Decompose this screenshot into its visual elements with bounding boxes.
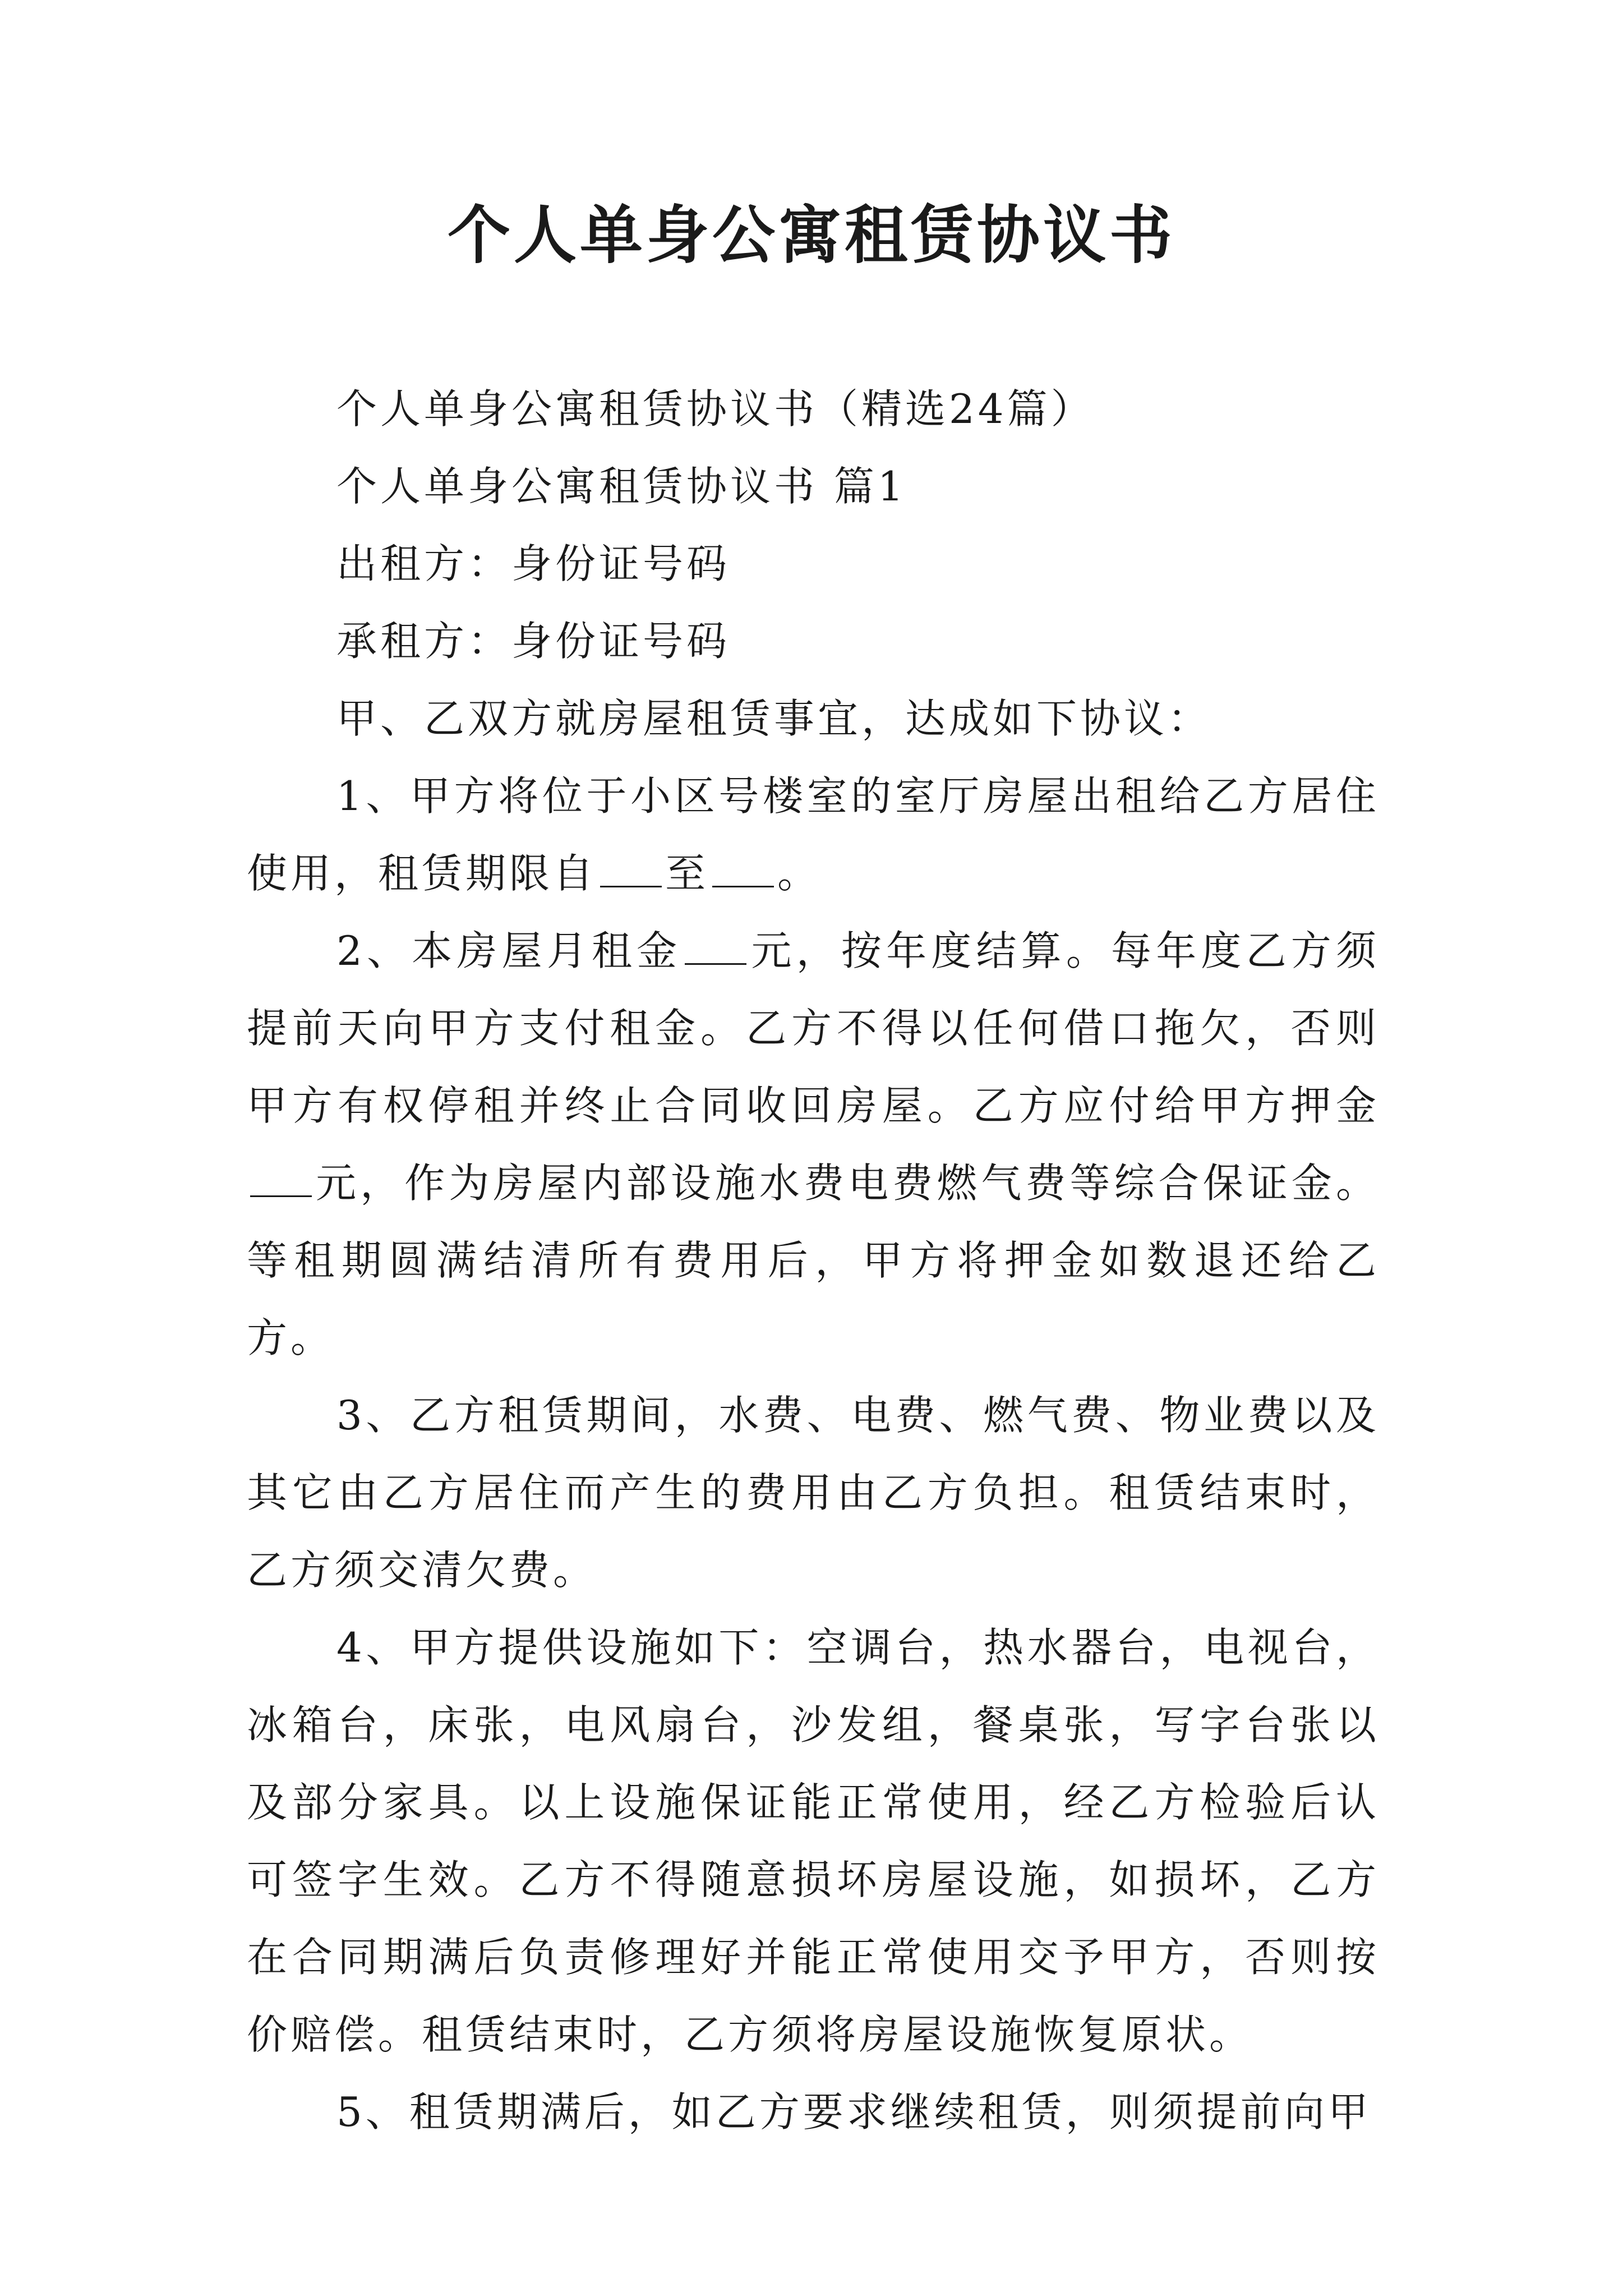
blank-field	[712, 852, 774, 887]
clause-1-text-a: 1、甲方将位于小区号楼室的室厅房屋出租给乙方居住使用，租赁期限自	[247, 772, 1380, 897]
clause-2-text-c: 元，作为房屋内部设施水费电费燃气费等综合保证金。等租期圆满结清所有费用后，甲方将押金如数退还给乙方。	[247, 1159, 1380, 1361]
clause-4: 4、甲方提供设施如下：空调台，热水器台，电视台，冰箱台，床张，电风扇台，沙发组，餐桌张，写字台张以及部分家具。以上设施保证能正常使用，经乙方检验后认可签字生效。乙方不得随意损坏房屋设施，如损坏，乙方在合同期满后负责修理好并能正常使用交予甲方，否则按价赔偿。租赁结束时，乙方须将房屋设施恢复原状。	[247, 1624, 1380, 2058]
clause-1	[247, 757, 1380, 912]
document-title: 个人单身公寓租赁协议书	[448, 199, 1175, 272]
clause-3: 3、乙方租赁期间，水费、电费、燃气费、物业费以及其它由乙方居住而产生的费用由乙方负担。租赁结束时，乙方须交清欠费。	[247, 1392, 1380, 1594]
clause-1-text-b: 至	[665, 850, 709, 897]
blank-field	[250, 1162, 312, 1197]
clause-2-text-a: 2、本房屋月租金	[336, 927, 682, 974]
blank-field	[600, 852, 662, 887]
clause-1-text-c: 。	[777, 850, 822, 897]
clause-2	[247, 912, 1380, 1377]
clause-5: 5、租赁期满后，如乙方要求继续租赁，则须提前向甲	[336, 2088, 1372, 2136]
blank-field	[685, 930, 746, 965]
clause-2-text-b: 元，按年度结算。每年度乙方须提前天向甲方支付租金。乙方不得以任何借口拖欠，否则甲方有权停租并终止合同收回房屋。乙方应付给甲方押金	[247, 927, 1380, 1129]
intro-paragraph: 甲、乙双方就房屋租赁事宜，达成如下协议：	[336, 695, 1212, 742]
document-subtitle: 个人单身公寓租赁协议书（精选24篇）	[336, 385, 1095, 432]
lessor-line: 出租方：身份证号码	[336, 540, 731, 587]
section-heading: 个人单身公寓租赁协议书 篇1	[336, 463, 907, 510]
document-body	[247, 370, 1380, 2151]
lessee-line: 承租方：身份证号码	[336, 618, 731, 665]
